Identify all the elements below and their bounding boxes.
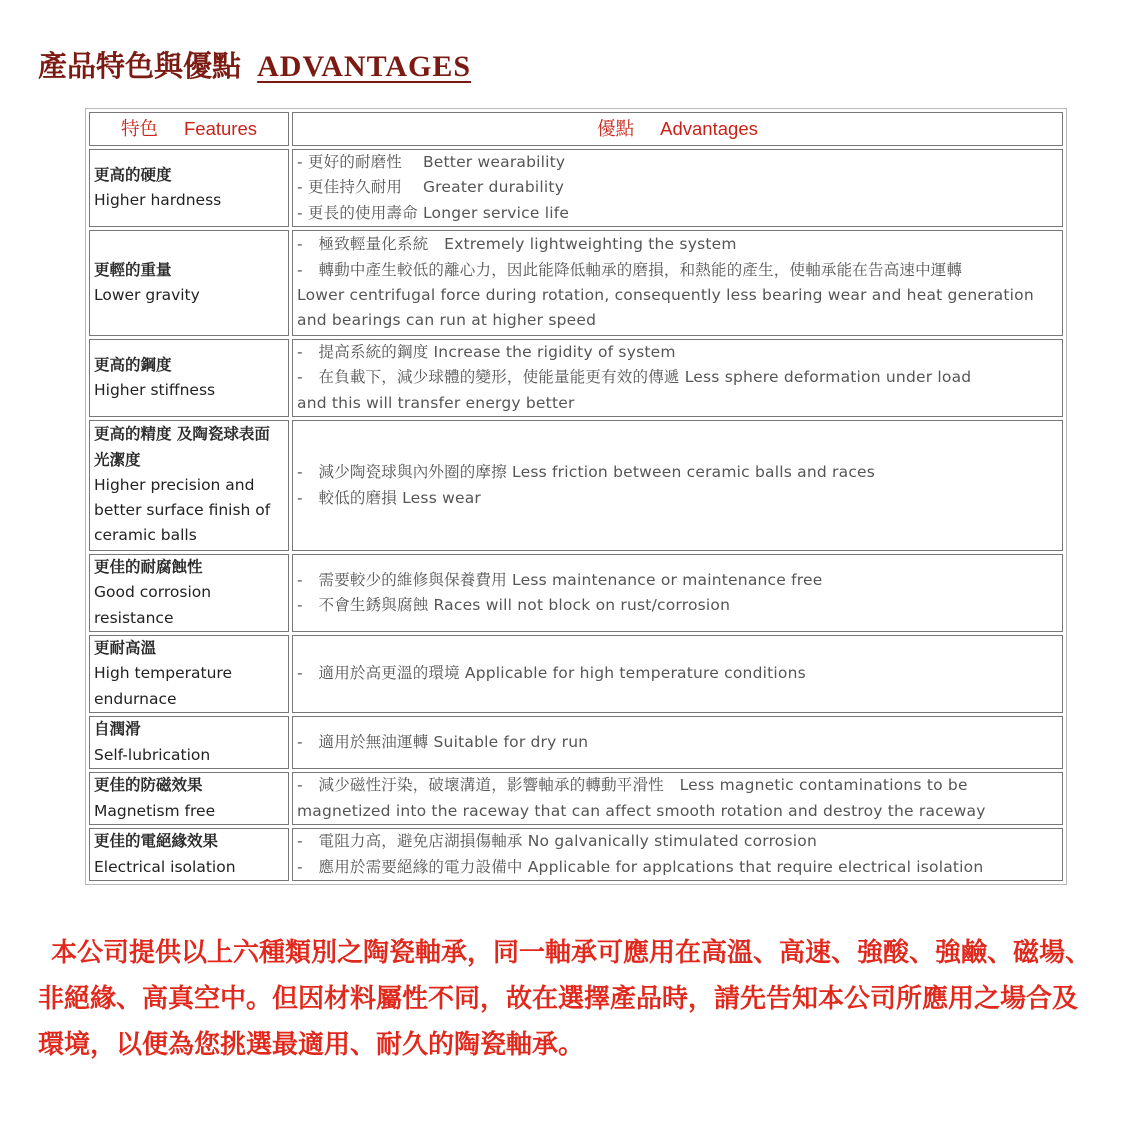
feature-name-en: Higher precision and better surface finish of ceramic balls — [94, 475, 271, 545]
advantage-cell — [292, 772, 1063, 825]
table-row — [89, 772, 1063, 825]
advantage-cell — [292, 828, 1063, 881]
feature-name-en: Good corrosion resistance — [94, 583, 212, 627]
feature-name-en: Higher stiffness — [94, 381, 216, 399]
page-title-en: ADVANTAGES — [257, 50, 472, 83]
company-note: 本公司提供以上六種類別之陶瓷軸承，同一軸承可應用在高溫、高速、強酸、強鹼、磁場、非絕緣、高真空中。但因材料屬性不同，故在選擇產品時，請先告知本公司所應用之場合及環境，以便為您挑選最適用、耐久的陶瓷軸承。 — [38, 938, 1092, 1060]
feature-cell — [89, 772, 289, 825]
advantage-cell — [292, 635, 1063, 713]
advantage-line: - 需要較少的維修與保養費用 Less maintenance or maintenance free — [297, 570, 823, 589]
feature-name-en: Higher hardness — [94, 191, 222, 209]
features-header — [89, 112, 289, 146]
advantage-cell — [292, 149, 1063, 227]
advantage-line: - 應用於需要絕緣的電力設備中 Applicable for applcations that require electrical isolation — [297, 857, 984, 876]
feature-cell — [89, 828, 289, 881]
feature-name-zh: 更佳的耐腐蝕性 — [94, 558, 203, 577]
feature-cell — [89, 420, 289, 551]
features-header-en: Features — [184, 118, 258, 140]
feature-cell — [89, 554, 289, 632]
advantage-line: - 減少陶瓷球與內外圈的摩擦 Less friction between ceramic balls and races — [297, 463, 876, 482]
advantage-line: - 更好的耐磨性 Better wearability — [297, 153, 566, 172]
feature-cell — [89, 635, 289, 713]
advantage-cell — [292, 420, 1063, 551]
feature-name-en: Self-lubrication — [94, 745, 211, 764]
feature-cell — [89, 339, 289, 417]
table-row — [89, 420, 1063, 551]
advantage-line: - 較低的磨損 Less wear — [297, 488, 481, 507]
advantage-cell — [292, 339, 1063, 417]
feature-name-en: Magnetism free — [94, 801, 216, 820]
advantage-line: - 轉動中產生較低的離心力，因此能降低軸承的磨損，和熱能的產生，使軸承能在告高速中運轉 — [297, 260, 963, 279]
feature-name-zh: 更耐高溫 — [94, 639, 157, 658]
table-row — [89, 828, 1063, 881]
feature-name-zh: 更輕的重量 — [94, 260, 172, 279]
feature-name-zh: 自潤滑 — [94, 720, 141, 739]
advantage-cell — [292, 554, 1063, 632]
page-title-zh: 產品特色與優點 — [38, 49, 242, 83]
advantage-line: - 電阻力高，避免店湖損傷軸承 No galvanically stimulated corrosion — [297, 832, 817, 851]
advantage-line: - 減少磁性汙染，破壞溝道，影響軸承的轉動平滑性 Less magnetic contaminations to be — [297, 776, 968, 795]
page-title — [38, 44, 471, 89]
advantage-line: - 適用於無油運轉 Suitable for dry run — [297, 732, 589, 751]
advantage-cell — [292, 716, 1063, 769]
feature-cell — [89, 716, 289, 769]
advantage-line: - 在負載下，減少球體的變形，使能量能更有效的傳遞 Less sphere deformation under load — [297, 368, 972, 387]
table-row — [89, 635, 1063, 713]
feature-name-en: Lower gravity — [94, 286, 200, 304]
features-header-zh: 特色 — [120, 118, 158, 140]
table-row — [89, 554, 1063, 632]
feature-cell — [89, 149, 289, 227]
advantage-line: - 提高系統的鋼度 Increase the rigidity of system — [297, 343, 676, 362]
advantage-cell — [292, 230, 1063, 336]
advantage-line: - 適用於高更溫的環境 Applicable for high temperature conditions — [297, 664, 806, 683]
advantages-header-zh: 優點 — [597, 118, 635, 140]
feature-cell — [89, 230, 289, 336]
feature-name-zh: 更佳的防磁效果 — [94, 776, 203, 795]
advantages-header-en: Advantages — [660, 118, 758, 140]
table-header-row — [89, 112, 1063, 146]
table-body — [89, 149, 1063, 881]
advantage-line: - 更佳持久耐用 Greater durability — [297, 178, 565, 197]
table-row — [89, 149, 1063, 227]
advantage-line: Lower centrifugal force during rotation, consequently less bearing wear and heat generation — [297, 286, 1034, 304]
feature-name-zh: 更高的硬度 — [94, 165, 172, 184]
advantages-table — [86, 109, 1066, 884]
advantages-header — [292, 112, 1063, 146]
advantage-line: and this will transfer energy better — [297, 393, 575, 412]
advantages-table-frame — [85, 108, 1067, 885]
advantage-line: and bearings can run at higher speed — [297, 311, 597, 330]
advantage-line: - 不會生銹與腐蝕 Races will not block on rust/corrosion — [297, 596, 731, 614]
advantage-line: - 更長的使用壽命 Longer service life — [297, 203, 570, 222]
feature-name-zh: 更高的精度 及陶瓷球表面光潔度 — [94, 425, 270, 469]
advantage-line: - 極致輕量化系統 Extremely lightweighting the system — [297, 235, 737, 254]
feature-name-en: Electrical isolation — [94, 857, 236, 876]
feature-name-zh: 更高的鋼度 — [94, 355, 172, 374]
table-row — [89, 339, 1063, 417]
feature-name-en: High temperature endurnace — [94, 664, 232, 708]
advantage-line: magnetized into the raceway that can affect smooth rotation and destroy the raceway — [297, 801, 986, 820]
table-row — [89, 230, 1063, 336]
table-row — [89, 716, 1063, 769]
feature-name-zh: 更佳的電絕緣效果 — [94, 832, 219, 851]
